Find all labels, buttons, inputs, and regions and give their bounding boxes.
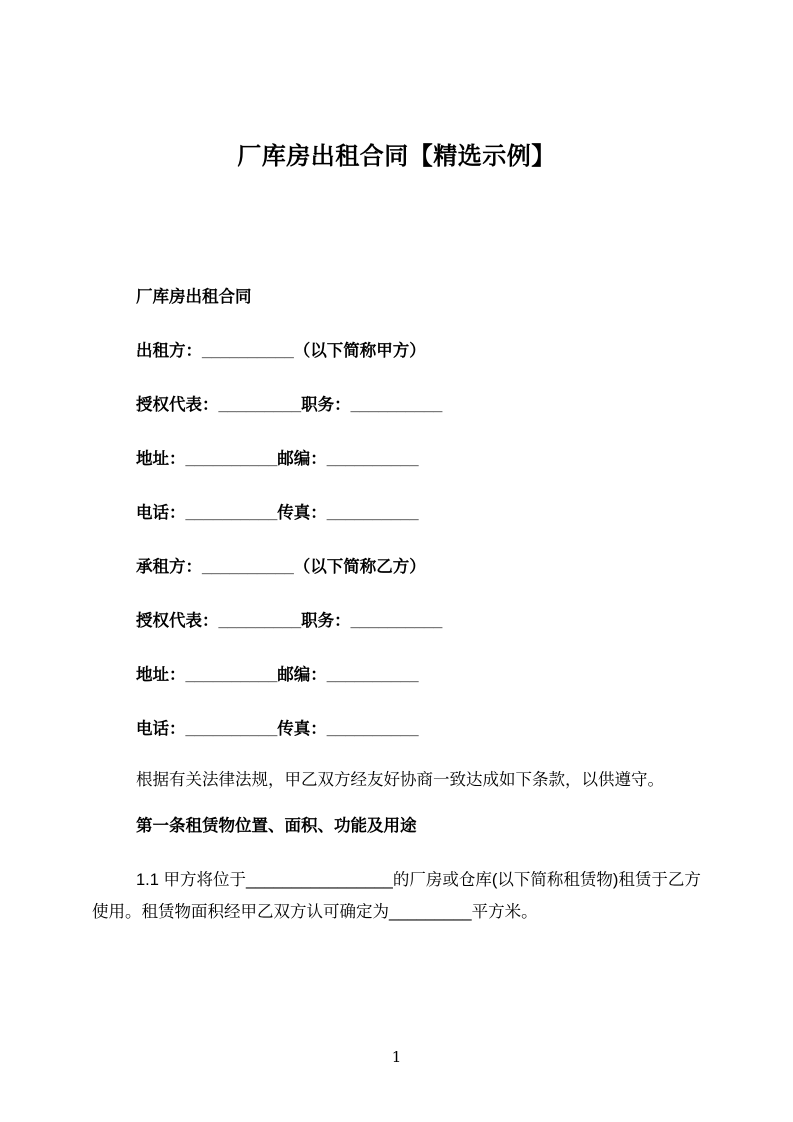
paragraph-article1-heading: 第一条租赁物位置、面积、功能及用途 — [136, 817, 417, 835]
paragraph-lessor-address: 地址：__________邮编：__________ — [136, 450, 419, 468]
paragraph-preamble: 根据有关法律法规，甲乙双方经友好协商一致达成如下条款，以供遵守。 — [136, 771, 664, 789]
page-number: 1 — [391, 1048, 402, 1066]
paragraph-doc-subtitle: 厂库房出租合同 — [136, 288, 252, 306]
paragraph-lessor-representative: 授权代表：_________职务：__________ — [136, 396, 443, 414]
document-title: 厂库房出租合同【精选示例】 — [237, 143, 556, 170]
paragraph-lessee-representative: 授权代表：_________职务：__________ — [136, 612, 443, 630]
paragraph-lessee: 承租方：__________（以下简称乙方） — [136, 558, 426, 576]
paragraph-lessee-address: 地址：__________邮编：__________ — [136, 666, 419, 684]
paragraph-lessor-phone: 电话：__________传真：__________ — [136, 504, 419, 522]
paragraph-lessor: 出租方：__________（以下简称甲方） — [136, 342, 426, 360]
paragraph-clause-1-1: 1.1 甲方将位于________________的厂房或仓库(以下简称租赁物)租赁于乙方使用。租赁物面积经甲乙双方认可确定为_________平方米。 — [92, 871, 701, 921]
paragraph-lessee-phone: 电话：__________传真：__________ — [136, 720, 419, 738]
page-footer — [0, 1046, 793, 1068]
